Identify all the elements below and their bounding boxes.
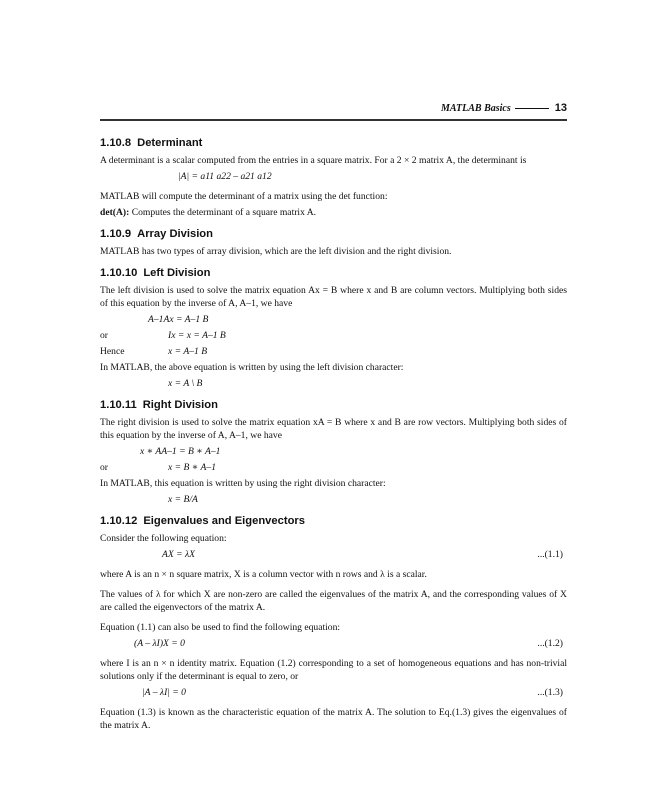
equation: Hence x = A–1 B	[100, 346, 208, 357]
paragraph: In MATLAB, this equation is written by using the right division character:	[100, 478, 386, 489]
paragraph: where A is an n × n square matrix, X is a column vector with n rows and λ is a scalar.	[100, 569, 427, 580]
paragraph: The right division is used to solve the matrix equation xA = B where x and B are row vectors. Multiplying both sides of this equation by the inverse of A, A–1, we have	[100, 417, 567, 441]
equation: A–1Ax = A–1 B	[148, 314, 209, 325]
paragraph-det-function: det(A): Computes the determinant of a square matrix A.	[100, 207, 317, 218]
paragraph: The values of λ for which X are non-zero are called the eigenvalues of the matrix A, and the corresponding values of X are called the eigenvectors of the matrix A.	[100, 589, 567, 613]
equation: x = A \ B	[168, 378, 203, 389]
equation-label: ...(1.3)	[537, 687, 563, 698]
section-heading-eigenvalues: 1.10.12 Eigenvalues and Eigenvectors	[100, 515, 305, 527]
header-rule	[100, 119, 567, 121]
paragraph: where I is an n × n identity matrix. Equation (1.2) corresponding to a set of homogeneous equations and has non-trivial solutions only if the determinant is equal to zero, or	[100, 658, 567, 682]
section-heading-array-division: 1.10.9 Array Division	[100, 228, 213, 240]
section-heading-determinant: 1.10.8 Determinant	[100, 137, 203, 149]
equation: or x = B ∗ A–1	[100, 462, 216, 473]
section-heading-left-division: 1.10.10 Left Division	[100, 267, 211, 279]
section-heading-right-division: 1.10.11 Right Division	[100, 399, 218, 411]
equation-label: ...(1.1)	[537, 549, 563, 560]
equation: or Ix = x = A–1 B	[100, 330, 226, 341]
paragraph: The left division is used to solve the matrix equation Ax = B where x and B are column vectors. Multiplying both sides of this equation by the inverse of A, A–1, we have	[100, 285, 567, 309]
page-content	[100, 128, 567, 735]
paragraph: A determinant is a scalar computed from the entries in a square matrix. For a 2 × 2 matrix A, the determinant is	[100, 155, 527, 166]
equation-1-3: |A – λI| = 0 ...(1.3)	[142, 687, 563, 698]
equation-determinant: |A| = a11 a22 – a21 a12	[178, 171, 272, 182]
paragraph: MATLAB has two types of array division, which are the left division and the right division.	[100, 246, 452, 257]
equation-1-2: (A – λI)X = 0 ...(1.2)	[134, 638, 563, 649]
paragraph: Equation (1.1) can also be used to find the following equation:	[100, 622, 341, 633]
header-dash-rule	[515, 108, 549, 109]
equation: x ∗ AA–1 = B ∗ A–1	[140, 446, 221, 457]
running-header	[100, 100, 567, 120]
paragraph: MATLAB will compute the determinant of a matrix using the det function:	[100, 191, 388, 202]
running-title: MATLAB Basics	[441, 102, 511, 114]
equation-1-1: AX = λX ...(1.1)	[162, 549, 563, 560]
equation-label: ...(1.2)	[537, 638, 563, 649]
paragraph: In MATLAB, the above equation is written by using the left division character:	[100, 362, 404, 373]
paragraph: Equation (1.3) is known as the characteristic equation of the matrix A. The solution to Eq.(1.3) gives the eigenvalues of the matrix A.	[100, 707, 567, 731]
equation: x = B/A	[168, 494, 198, 505]
paragraph: Consider the following equation:	[100, 533, 227, 544]
page-number: 13	[554, 102, 567, 114]
